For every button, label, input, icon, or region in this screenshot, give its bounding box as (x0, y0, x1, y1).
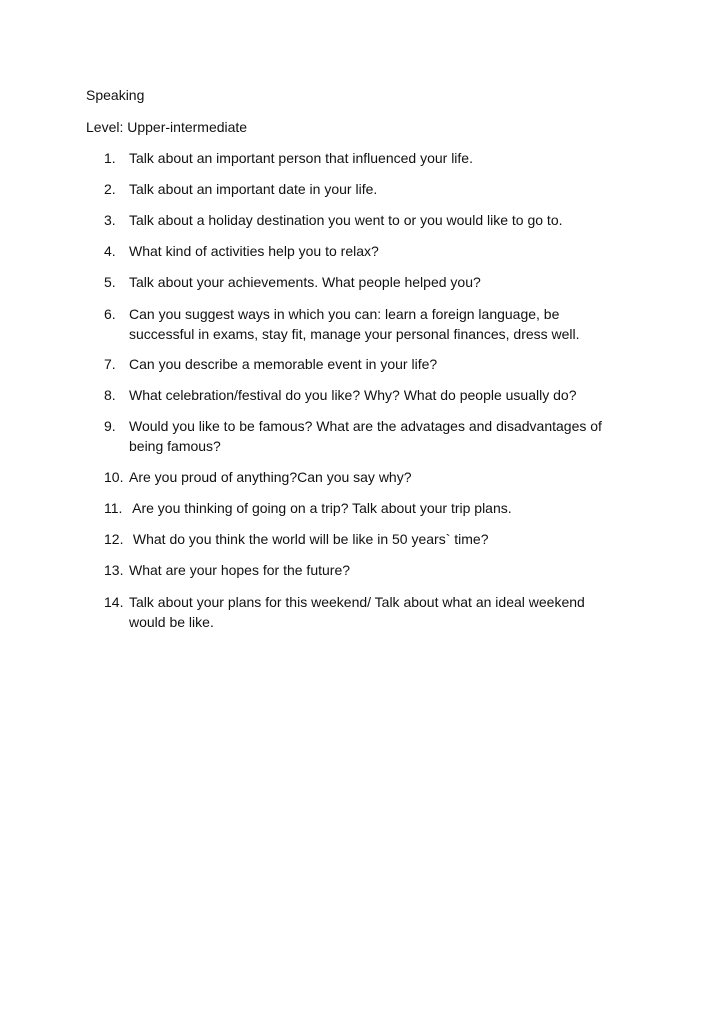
item-number: 10. (104, 469, 124, 485)
item-text: Talk about your plans for this weekend/ Talk about what an ideal weekend would be like. (129, 594, 585, 630)
item-number: 6. (104, 306, 116, 322)
item-number: 2. (104, 181, 116, 197)
item-text: What are your hopes for the future? (129, 562, 351, 578)
item-number: 12. (104, 531, 124, 547)
item-text: Can you describe a memorable event in your life? (129, 356, 438, 372)
item-number: 13. (104, 562, 124, 578)
item-number: 1. (104, 150, 116, 166)
item-text: Talk about an important person that influenced your life. (129, 150, 473, 166)
item-number: 3. (104, 212, 116, 228)
level-label: Level: Upper-intermediate (86, 119, 248, 135)
item-text: Are you proud of anything?Can you say why? (129, 469, 412, 485)
item-text: Would you like to be famous? What are the advatages and disadvantages of being famous? (129, 418, 602, 454)
item-number: 7. (104, 356, 116, 372)
item-text: Can you suggest ways in which you can: learn a foreign language, be successful in exams, stay fit, manage your personal finances, dress well. (129, 306, 580, 342)
item-number: 9. (104, 418, 116, 434)
item-number: 8. (104, 387, 116, 403)
item-text: What kind of activities help you to relax? (129, 243, 379, 259)
item-number: 5. (104, 274, 116, 290)
item-number: 14. (104, 594, 124, 610)
item-number: 4. (104, 243, 116, 259)
item-text: Talk about your achievements. What people helped you? (129, 274, 481, 290)
page-title: Speaking (86, 87, 145, 103)
item-text: Talk about a holiday destination you went to or you would like to go to. (129, 212, 563, 228)
item-text: What do you think the world will be like in 50 years` time? (129, 531, 489, 547)
item-text: What celebration/festival do you like? Why? What do people usually do? (129, 387, 577, 403)
item-number: 11. (104, 500, 123, 516)
item-text: Are you thinking of going on a trip? Talk about your trip plans. (129, 500, 512, 516)
item-text: Talk about an important date in your life. (129, 181, 378, 197)
